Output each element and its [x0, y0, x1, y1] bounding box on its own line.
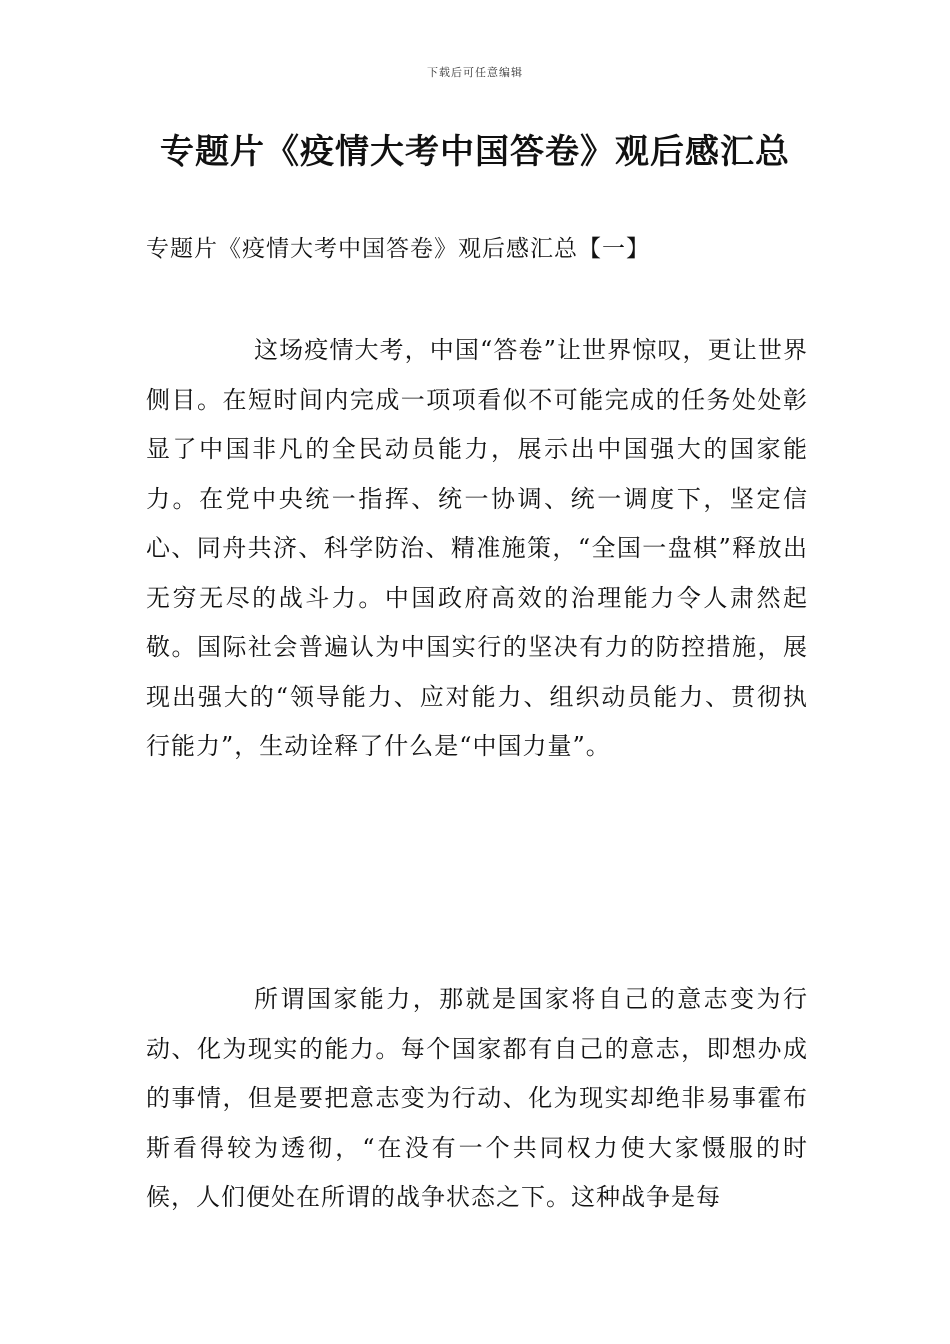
section-heading: 专题片《疫情大考中国答卷》观后感汇总【一】: [146, 236, 650, 262]
body-paragraph-2: 所谓国家能力，那就是国家将自己的意志变为行动、化为现实的能力。每个国家都有自己的意志，即想办成的事情，但是要把意志变为行动、化为现实却绝非易事霍布斯看得较为透彻，“在没有一个共同权力使大家慑服的时候，人们便处在所谓的战争状态之下。这种战争是每: [146, 985, 808, 1211]
body-paragraph-1: 这场疫情大考，中国“答卷”让世界惊叹，更让世界侧目。在短时间内完成一项项看似不可能完成的任务处处彰显了中国非凡的全民动员能力，展示出中国强大的国家能力。在党中央统一指挥、统一协调、统一调度下，坚定信心、同舟共济、科学防治、精准施策，“全国一盘棋”释放出无穷无尽的战斗力。中国政府高效的治理能力令人肃然起敬。国际社会普遍认为中国实行的坚决有力的防控措施，展现出强大的“领导能力、应对能力、组织动员能力、贯彻执行能力”，生动诠释了什么是“中国力量”。: [146, 336, 808, 760]
header-note: 下载后可任意编辑: [427, 66, 523, 79]
document-title: 专题片《疫情大考中国答卷》观后感汇总: [160, 132, 790, 172]
